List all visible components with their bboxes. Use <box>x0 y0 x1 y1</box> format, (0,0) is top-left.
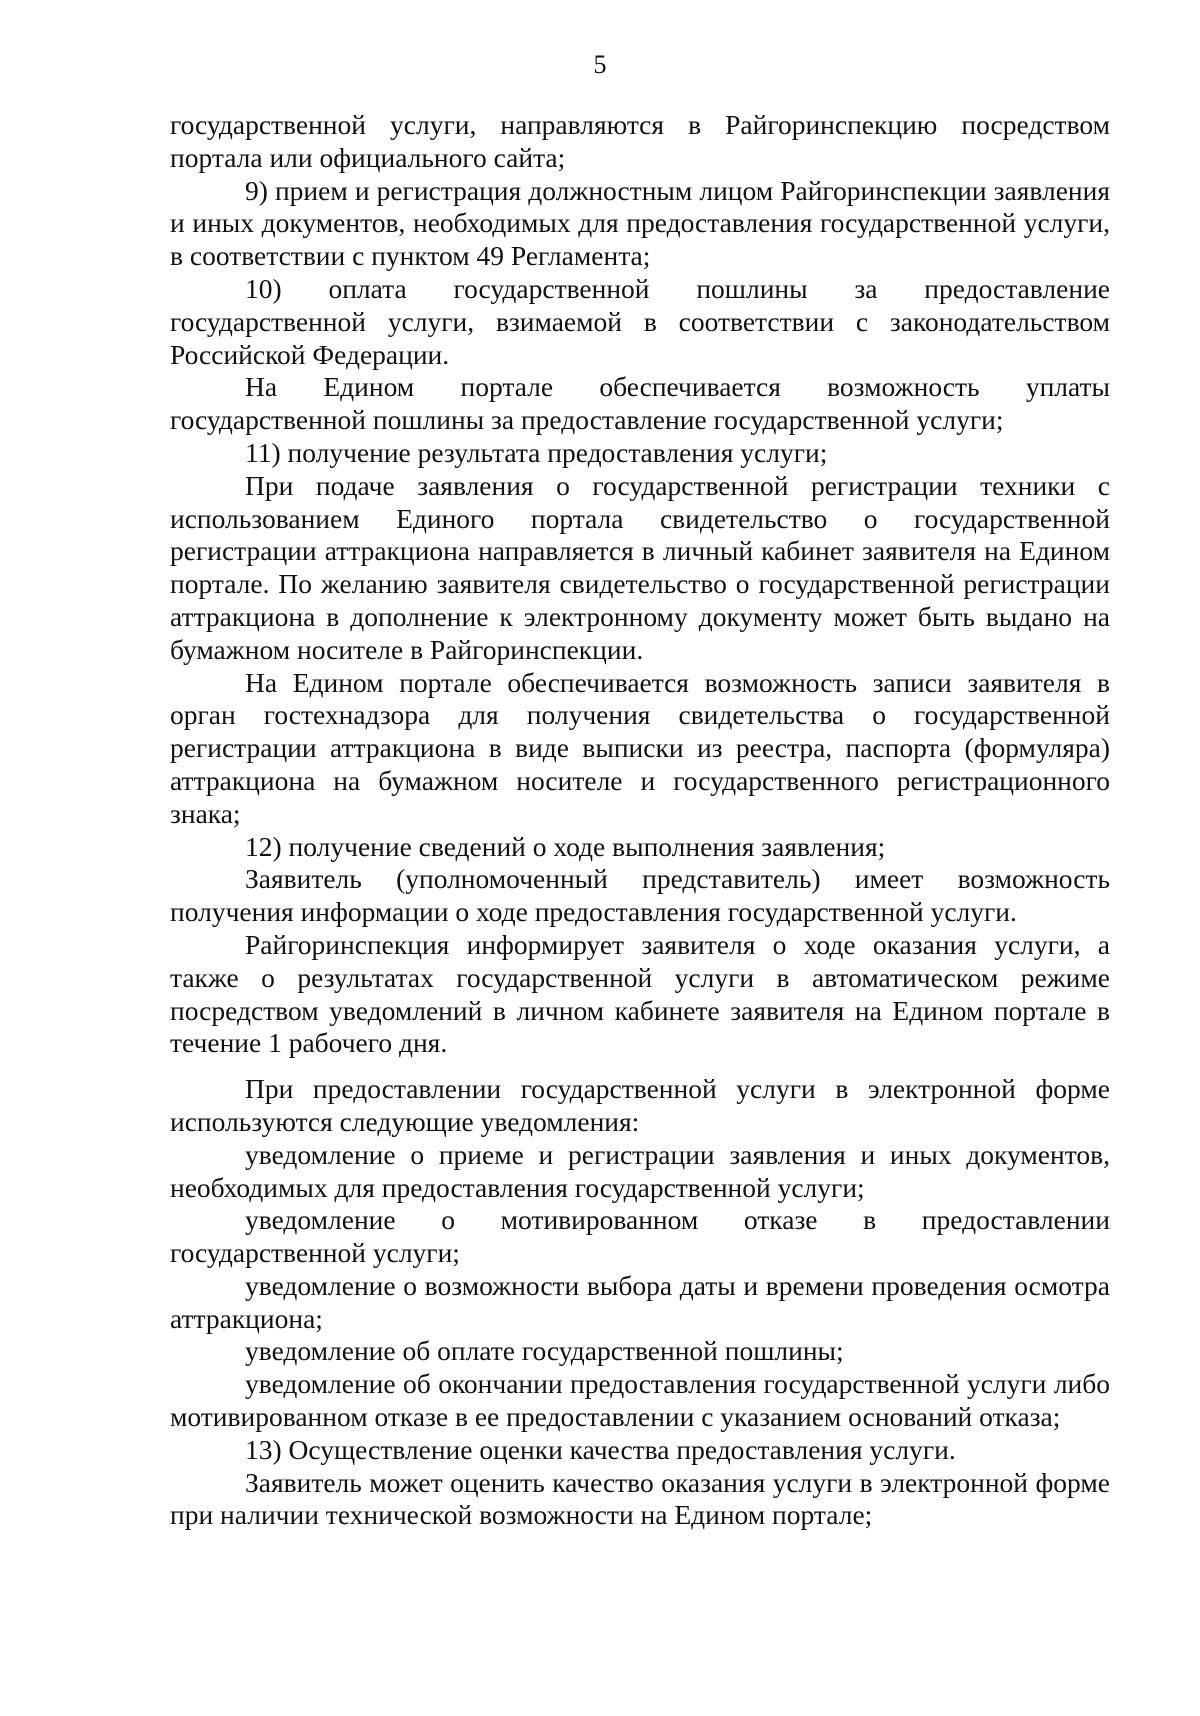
document-body <box>170 109 1110 1532</box>
paragraph: 12) получение сведений о ходе выполнения заявления; <box>245 830 886 862</box>
paragraph: уведомление о мотивированном отказе в предоставлении государственной услуги; <box>170 1204 1110 1269</box>
paragraph: Райгоринспекция информирует заявителя о ходе оказания услуги, а также о результатах государственной услуги в автоматическом режиме посредством уведомлений в личном кабинете заявителя на Едином портале в течение 1 рабочего дня. <box>170 928 1110 1059</box>
paragraph: уведомление об окончании предоставления государственной услуги либо мотивированном отказе в ее предоставлении с указанием оснований отказа; <box>170 1368 1110 1433</box>
paragraph: уведомление об оплате государственной пошлины; <box>245 1335 844 1367</box>
paragraph: 13) Осуществление оценки качества предоставления услуги. <box>245 1433 956 1465</box>
page-number: 5 <box>593 50 607 79</box>
paragraph: уведомление о возможности выбора даты и времени проведения осмотра аттракциона; <box>170 1269 1110 1334</box>
paragraph: 10) оплата государственной пошлины за предоставление государственной услуги, взимаемой в соответствии с законодательством Российской Федерации. <box>170 272 1110 370</box>
paragraph: уведомление о приеме и регистрации заявления и иных документов, необходимых для предоставления государственной услуги; <box>170 1138 1110 1203</box>
paragraph: 11) получение результата предоставления услуги; <box>245 436 828 468</box>
paragraph: При предоставлении государственной услуги в электронной форме используются следующие уведомления: <box>170 1073 1110 1137</box>
paragraph: Заявитель может оценить качество оказания услуги в электронной форме при наличии технической возможности на Едином портале; <box>170 1466 1110 1531</box>
paragraph: государственной услуги, направляются в Райгоринспекцию посредством портала или официального сайта; <box>170 109 1110 173</box>
paragraph: На Едином портале обеспечивается возможность уплаты государственной пошлины за предоставление государственной услуги; <box>170 371 1110 436</box>
paragraph: На Едином портале обеспечивается возможность записи заявителя в орган гостехнадзора для получения свидетельства о государственной регистрации аттракциона в виде выписки из реестра, паспорта (формуляра) аттракциона на бумажном носителе и государственного регистрационного знака; <box>170 666 1110 829</box>
paragraph: 9) прием и регистрация должностным лицом Райгоринспекции заявления и иных документов, необходимых для предоставления государственной услуги, в соответствии с пунктом 49 Регламента; <box>170 174 1110 272</box>
paragraph: При подаче заявления о государственной регистрации техники с использованием Единого портала свидетельство о государственной регистрации аттракциона направляется в личный кабинет заявителя на Едином портале. По желанию заявителя свидетельство о государственной регистрации аттракциона в дополнение к электронному документу может быть выдано на бумажном носителе в Райгоринспекции. <box>170 469 1110 665</box>
paragraph: Заявитель (уполномоченный представитель) имеет возможность получения информации о ходе предоставления государственной услуги. <box>170 863 1110 928</box>
